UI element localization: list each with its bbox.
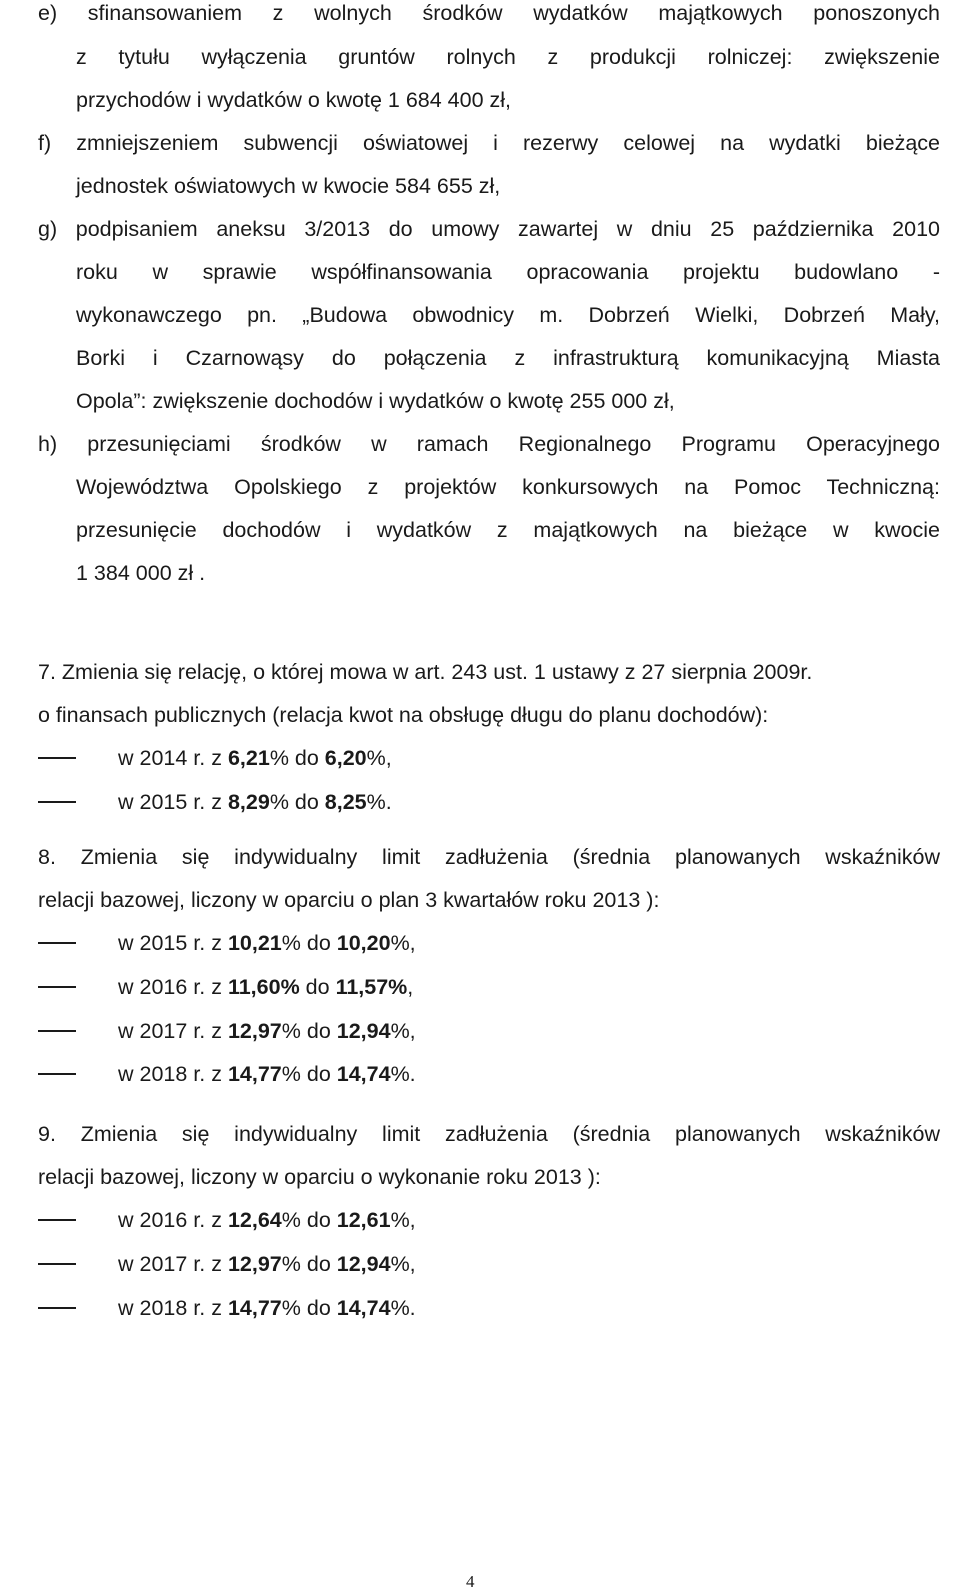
bullet-dash bbox=[38, 986, 76, 988]
item-f-line-1: f) zmniejszeniem subwencji oświatowej i rezerwy celowej na wydatki bieżące bbox=[38, 131, 940, 155]
section-7-line-2: o finansach publicznych (relacja kwot na obsługę długu do planu dochodów): bbox=[38, 703, 769, 727]
item-e-line-3: przychodów i wydatków o kwotę 1 684 400 zł, bbox=[76, 88, 512, 112]
item-e-line-1: e) sfinansowaniem z wolnych środków wydatków majątkowych ponoszonych bbox=[38, 1, 940, 25]
section-9-line-2: relacji bazowej, liczony w oparciu o wykonanie roku 2013 ): bbox=[38, 1165, 601, 1189]
item-g-line-3: wykonawczego pn. „Budowa obwodnicy m. Dobrzeń Wielki, Dobrzeń Mały, bbox=[76, 303, 940, 327]
item-h-line-1: h) przesunięciami środków w ramach Regionalnego Programu Operacyjnego bbox=[38, 432, 940, 456]
page-number: 4 bbox=[466, 1572, 475, 1591]
section-8-bullet-4: w 2018 r. z 14,77% do 14,74%. bbox=[118, 1062, 416, 1086]
section-7-bullet-1: w 2014 r. z 6,21% do 6,20%, bbox=[118, 746, 392, 770]
item-h-line-2: Województwa Opolskiego z projektów konkursowych na Pomoc Techniczną: bbox=[76, 475, 940, 499]
item-g-line-2: roku w sprawie współfinansowania opracowania projektu budowlano - bbox=[76, 260, 940, 284]
bullet-dash bbox=[38, 1030, 76, 1032]
bullet-dash bbox=[38, 942, 76, 944]
section-8-bullet-1: w 2015 r. z 10,21% do 10,20%, bbox=[118, 931, 416, 955]
bullet-dash bbox=[38, 801, 76, 803]
bullet-dash bbox=[38, 757, 76, 759]
bullet-dash bbox=[38, 1307, 76, 1309]
item-g-line-4: Borki i Czarnowąsy do połączenia z infrastrukturą komunikacyjną Miasta bbox=[76, 346, 940, 370]
section-8-bullet-3: w 2017 r. z 12,97% do 12,94%, bbox=[118, 1019, 416, 1043]
bullet-dash bbox=[38, 1219, 76, 1221]
item-f-line-2: jednostek oświatowych w kwocie 584 655 zł, bbox=[76, 174, 501, 198]
section-8-line-1: 8. Zmienia się indywidualny limit zadłużenia (średnia planowanych wskaźników bbox=[38, 845, 940, 869]
item-h-line-4: 1 384 000 zł . bbox=[76, 561, 206, 585]
bullet-dash bbox=[38, 1263, 76, 1265]
item-g-line-1: g) podpisaniem aneksu 3/2013 do umowy zawartej w dniu 25 października 2010 bbox=[38, 217, 940, 241]
item-g-line-5: Opola”: zwiększenie dochodów i wydatków o kwotę 255 000 zł, bbox=[76, 389, 675, 413]
section-9-bullet-1: w 2016 r. z 12,64% do 12,61%, bbox=[118, 1208, 416, 1232]
section-9-bullet-3: w 2018 r. z 14,77% do 14,74%. bbox=[118, 1296, 416, 1320]
section-8-line-2: relacji bazowej, liczony w oparciu o plan 3 kwartałów roku 2013 ): bbox=[38, 888, 660, 912]
section-7-line-1: 7. Zmienia się relację, o której mowa w art. 243 ust. 1 ustawy z 27 sierpnia 2009r. bbox=[38, 660, 813, 684]
item-h-line-3: przesunięcie dochodów i wydatków z majątkowych na bieżące w kwocie bbox=[76, 518, 940, 542]
section-9-bullet-2: w 2017 r. z 12,97% do 12,94%, bbox=[118, 1252, 416, 1276]
section-7-bullet-2: w 2015 r. z 8,29% do 8,25%. bbox=[118, 790, 392, 814]
section-8-bullet-2: w 2016 r. z 11,60% do 11,57%, bbox=[118, 975, 414, 999]
item-e-line-2: z tytułu wyłączenia gruntów rolnych z produkcji rolniczej: zwiększenie bbox=[76, 45, 940, 69]
bullet-dash bbox=[38, 1073, 76, 1075]
section-9-line-1: 9. Zmienia się indywidualny limit zadłużenia (średnia planowanych wskaźników bbox=[38, 1122, 940, 1146]
